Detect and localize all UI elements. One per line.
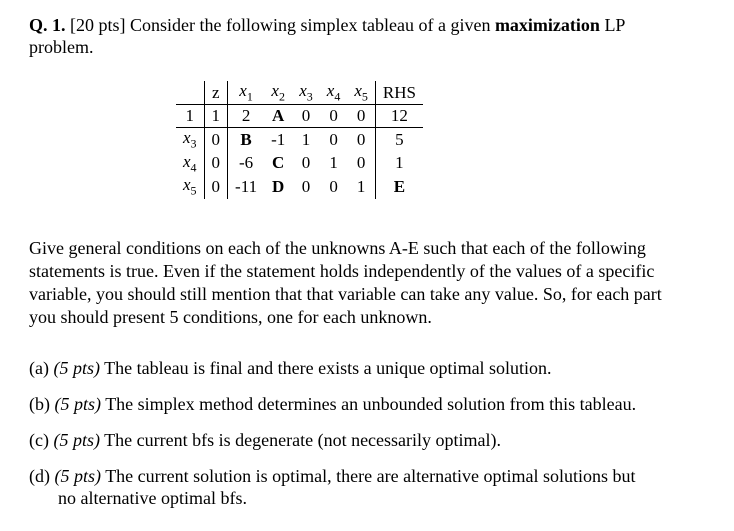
tableau-header-row	[176, 81, 423, 105]
part-c	[29, 429, 689, 451]
cell-z: 0	[204, 175, 228, 198]
instructions-paragraph: Give general conditions on each of the unknowns A-E such that each of the following statements is true. Even if the statement holds independently of the values of a specific variable, you should still mention that that variable can take any value. So, for each part you should present 5 conditions, one for each unknown.	[29, 238, 662, 327]
cell-x3: 0	[301, 176, 311, 196]
row-basis: $x_5$	[176, 175, 204, 198]
header-z: z	[204, 81, 228, 105]
cell-x3: 1	[301, 130, 311, 150]
part-a	[29, 357, 689, 379]
cell-x1: -11	[235, 176, 258, 196]
part-points: (5 pts)	[54, 394, 101, 414]
cell-x4: 0	[329, 176, 338, 196]
part-text: The current bfs is degenerate (not necessarily optimal).	[104, 430, 502, 450]
header-x4: $x_4$	[326, 81, 341, 104]
part-label: (a)	[29, 358, 49, 378]
header-x3: $x_3$	[299, 81, 313, 104]
cell-rhs: 12	[375, 105, 423, 128]
tableau-row-objective	[176, 105, 423, 128]
tableau-row-x3	[176, 128, 423, 152]
cell-x2: C	[272, 153, 285, 173]
part-text: The simplex method determines an unbounded solution from this tableau.	[105, 394, 637, 414]
cell-z: 0	[204, 152, 228, 175]
tableau-row-x4	[176, 152, 423, 175]
cell-x2: D	[272, 176, 285, 196]
cell-x1: B	[240, 130, 252, 150]
cell-z: 0	[204, 128, 228, 152]
cell-x4: 1	[329, 153, 338, 173]
part-label: (d)	[29, 466, 50, 486]
question-text: Consider the following simplex tableau of a given	[130, 15, 491, 35]
question-label: Q. 1.	[29, 15, 66, 35]
part-points: (5 pts)	[54, 466, 101, 486]
part-d	[29, 465, 689, 509]
question-emphasis: maximization	[494, 15, 600, 35]
tableau-row-x5	[176, 175, 423, 198]
row-basis: 1	[176, 105, 204, 128]
cell-x2: A	[264, 105, 292, 128]
part-label: (b)	[29, 394, 50, 414]
header-basis	[176, 81, 204, 105]
cell-x5: 0	[347, 105, 375, 128]
cell-x4: 0	[320, 105, 348, 128]
cell-x5: 0	[347, 152, 375, 175]
question-text-end: LP	[604, 15, 626, 35]
cell-x3: 0	[301, 153, 311, 173]
part-points: (5 pts)	[53, 430, 100, 450]
row-basis: $x_4$	[176, 152, 204, 175]
header-rhs: RHS	[382, 82, 416, 102]
cell-x3: 0	[292, 105, 320, 128]
question-header	[29, 14, 709, 58]
cell-rhs: 5	[395, 130, 404, 150]
cell-x1: -6	[238, 153, 254, 173]
cell-x1: 2	[228, 105, 265, 128]
cell-x2: -1	[271, 130, 286, 150]
cell-rhs: 1	[395, 153, 404, 173]
header-x5: $x_5$	[347, 81, 375, 105]
cell-x5: 1	[347, 175, 375, 198]
question-points: [20 pts]	[70, 15, 126, 35]
header-x1: $x_1$	[239, 81, 253, 104]
part-text: The current solution is optimal, there are alternative optimal solutions but	[105, 466, 636, 486]
header-x2: $x_2$	[271, 81, 285, 104]
simplex-tableau	[176, 81, 423, 199]
parts-list	[29, 357, 689, 523]
question-text-line2: problem.	[29, 37, 94, 57]
cell-z: 1	[204, 105, 228, 128]
row-basis: $x_3$	[176, 128, 204, 152]
cell-x5: 0	[347, 128, 375, 152]
cell-rhs: E	[393, 176, 406, 196]
part-text-continued: no alternative optimal bfs.	[58, 488, 247, 508]
cell-x4: 0	[329, 130, 338, 150]
part-points: (5 pts)	[53, 358, 100, 378]
part-b	[29, 393, 689, 415]
part-label: (c)	[29, 430, 49, 450]
part-text: The tableau is final and there exists a unique optimal solution.	[104, 358, 552, 378]
